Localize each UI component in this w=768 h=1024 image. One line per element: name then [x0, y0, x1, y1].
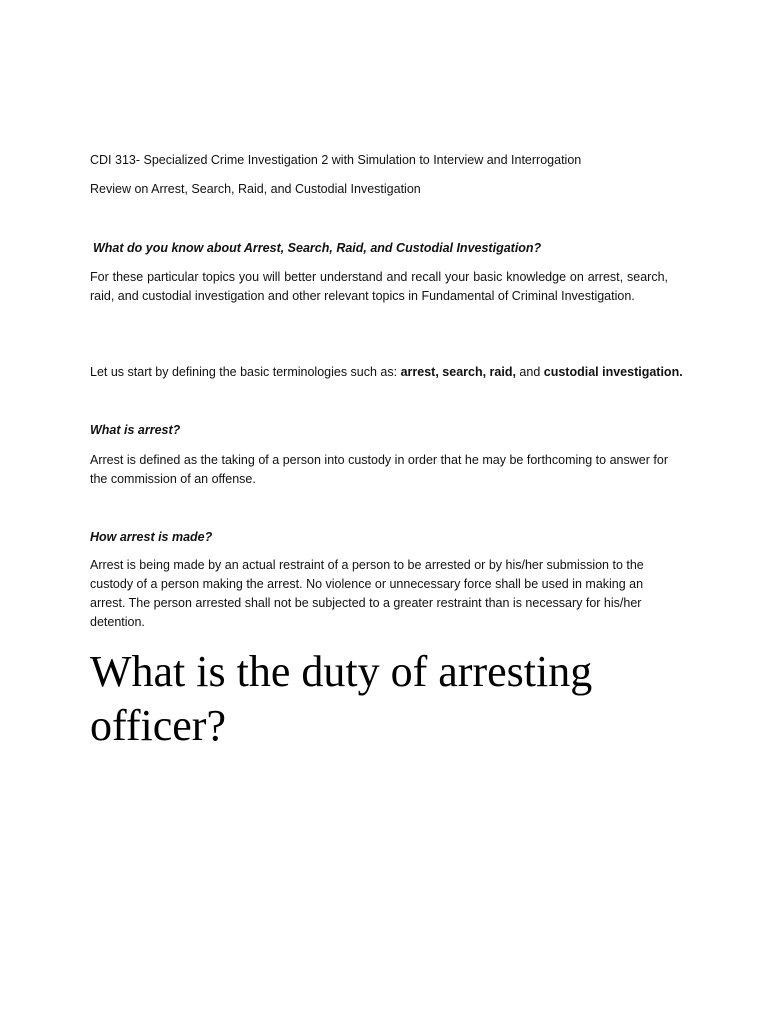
what-is-arrest-text: Arrest is defined as the taking of a person into custody in order that he may be forthcoming to answer for the commission of an offense.: [90, 453, 668, 486]
document-subtitle: Review on Arrest, Search, Raid, and Custodial Investigation: [90, 182, 421, 196]
how-arrest-heading: How arrest is made?: [90, 530, 213, 544]
course-title: CDI 313- Specialized Crime Investigation 2 with Simulation to Interview and Interrogation: [90, 153, 582, 167]
intro-paragraph: For these particular topics you will better understand and recall your basic knowledge on arrest, search, raid, and custodial investigation and other relevant topics in Fundamental of Criminal Investigation.: [90, 270, 668, 303]
last-term-bold: custodial investigation.: [543, 365, 683, 379]
terms-connector: and: [515, 365, 544, 379]
terms-sentence: [90, 363, 690, 382]
how-arrest-text: Arrest is being made by an actual restraint of a person to be arrested or by his/her submission to the custody of a person making the arrest. No violence or unnecessary force shall be used in making an arrest. The person arrested shall not be subjected to a greater restraint than is necessary for his/her detention.: [90, 558, 644, 629]
terms-sentence-prefix: Let us start by defining the basic terminologies such as:: [90, 365, 401, 379]
duty-heading: What is the duty of arresting officer?: [90, 647, 593, 750]
intro-question-heading: What do you know about Arrest, Search, Raid, and Custodial Investigation?: [93, 241, 542, 255]
terms-bold: arrest, search, raid,: [400, 365, 516, 379]
what-is-arrest-heading: What is arrest?: [90, 423, 181, 437]
